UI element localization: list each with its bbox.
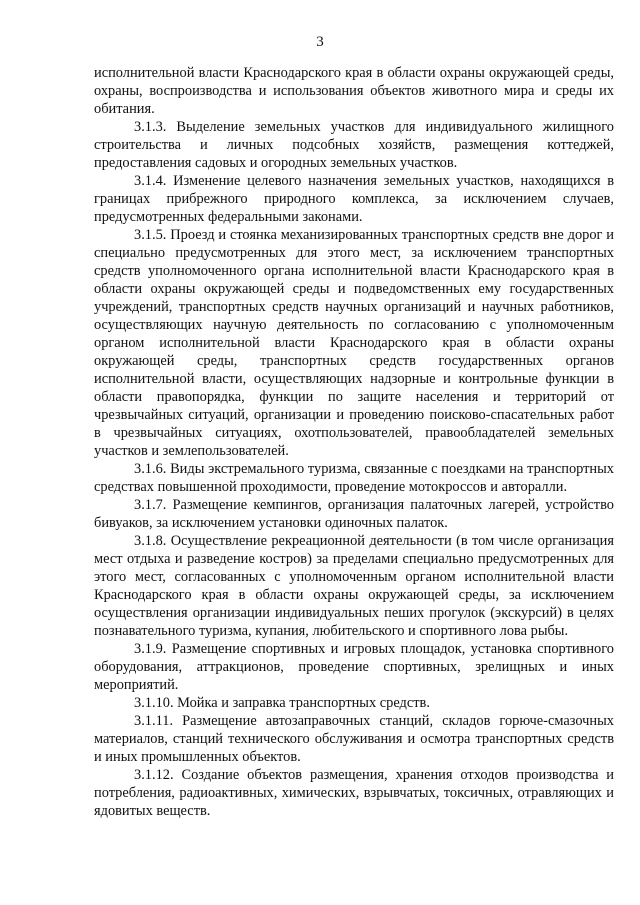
paragraph-3-1-4: 3.1.4. Изменение целевого назначения земельных участков, находящихся в границах прибрежного природного комплекса, за исключением случаев, предусмотренных федеральными законами. — [94, 173, 614, 225]
paragraph-3-1-12: 3.1.12. Создание объектов размещения, хранения отходов производства и потребления, радиоактивных, химических, взрывчатых, токсичных, отравляющих и ядовитых веществ. — [94, 767, 614, 819]
paragraph-3-1-5: 3.1.5. Проезд и стоянка механизированных транспортных средств вне дорог и специально предусмотренных для этого мест, за исключением транспортных средств уполномоченного органа исполнительной власти Краснодарского края в области охраны окружающей среды и подведомственных ему государственных учреждений, транспортных средств научных организаций и научных работников, осуществляющих научную деятельность по согласованию с уполномоченным органом исполнительной власти Краснодарского края в области охраны окружающей среды, транспортных средств государственных органов исполнительной власти, осуществляющих надзорные и контрольные функции в области правопорядка, функции по защите населения и территорий от чрезвычайных ситуаций, организации и проведению поисково-спасательных работ в чрезвычайных ситуациях, охотпользователей, правообладателей земельных участков и землепользователей. — [94, 227, 614, 459]
paragraph-3-1-9: 3.1.9. Размещение спортивных и игровых площадок, установка спортивного оборудования, аттракционов, проведение спортивных, зрелищных и иных мероприятий. — [94, 641, 614, 693]
paragraph-3-1-6: 3.1.6. Виды экстремального туризма, связанные с поездками на транспортных средствах повышенной проходимости, проведение мотокроссов и авторалли. — [94, 461, 614, 495]
paragraph-3-1-8: 3.1.8. Осуществление рекреационной деятельности (в том числе организация мест отдыха и разведение костров) за пределами специально предусмотренных для этого мест, согласованных с уполномоченным органом исполнительной власти Краснодарского края в области охраны окружающей среды, за исключением осуществления организации индивидуальных пеших прогулок (экскурсий) в целях познавательного туризма, купания, любительского и спортивного лова рыбы. — [94, 533, 614, 639]
paragraph-3-1-7: 3.1.7. Размещение кемпингов, организация палаточных лагерей, устройство бивуаков, за исключением установки одиночных палаток. — [94, 497, 614, 531]
document-body — [94, 64, 614, 820]
page-number: 3 — [316, 34, 324, 50]
paragraph-continuation: исполнительной власти Краснодарского края в области охраны окружающей среды, охраны, воспроизводства и использования объектов животного мира и среды их обитания. — [94, 65, 614, 117]
paragraph-3-1-10: 3.1.10. Мойка и заправка транспортных средств. — [134, 695, 430, 711]
paragraph-3-1-11: 3.1.11. Размещение автозаправочных станций, складов горюче-смазочных материалов, станций технического обслуживания и осмотра транспортных средств и иных промышленных объектов. — [94, 713, 614, 765]
paragraph-3-1-3: 3.1.3. Выделение земельных участков для индивидуального жилищного строительства и личных подсобных хозяйств, размещения коттеджей, предоставления садовых и огородных земельных участков. — [94, 119, 614, 171]
